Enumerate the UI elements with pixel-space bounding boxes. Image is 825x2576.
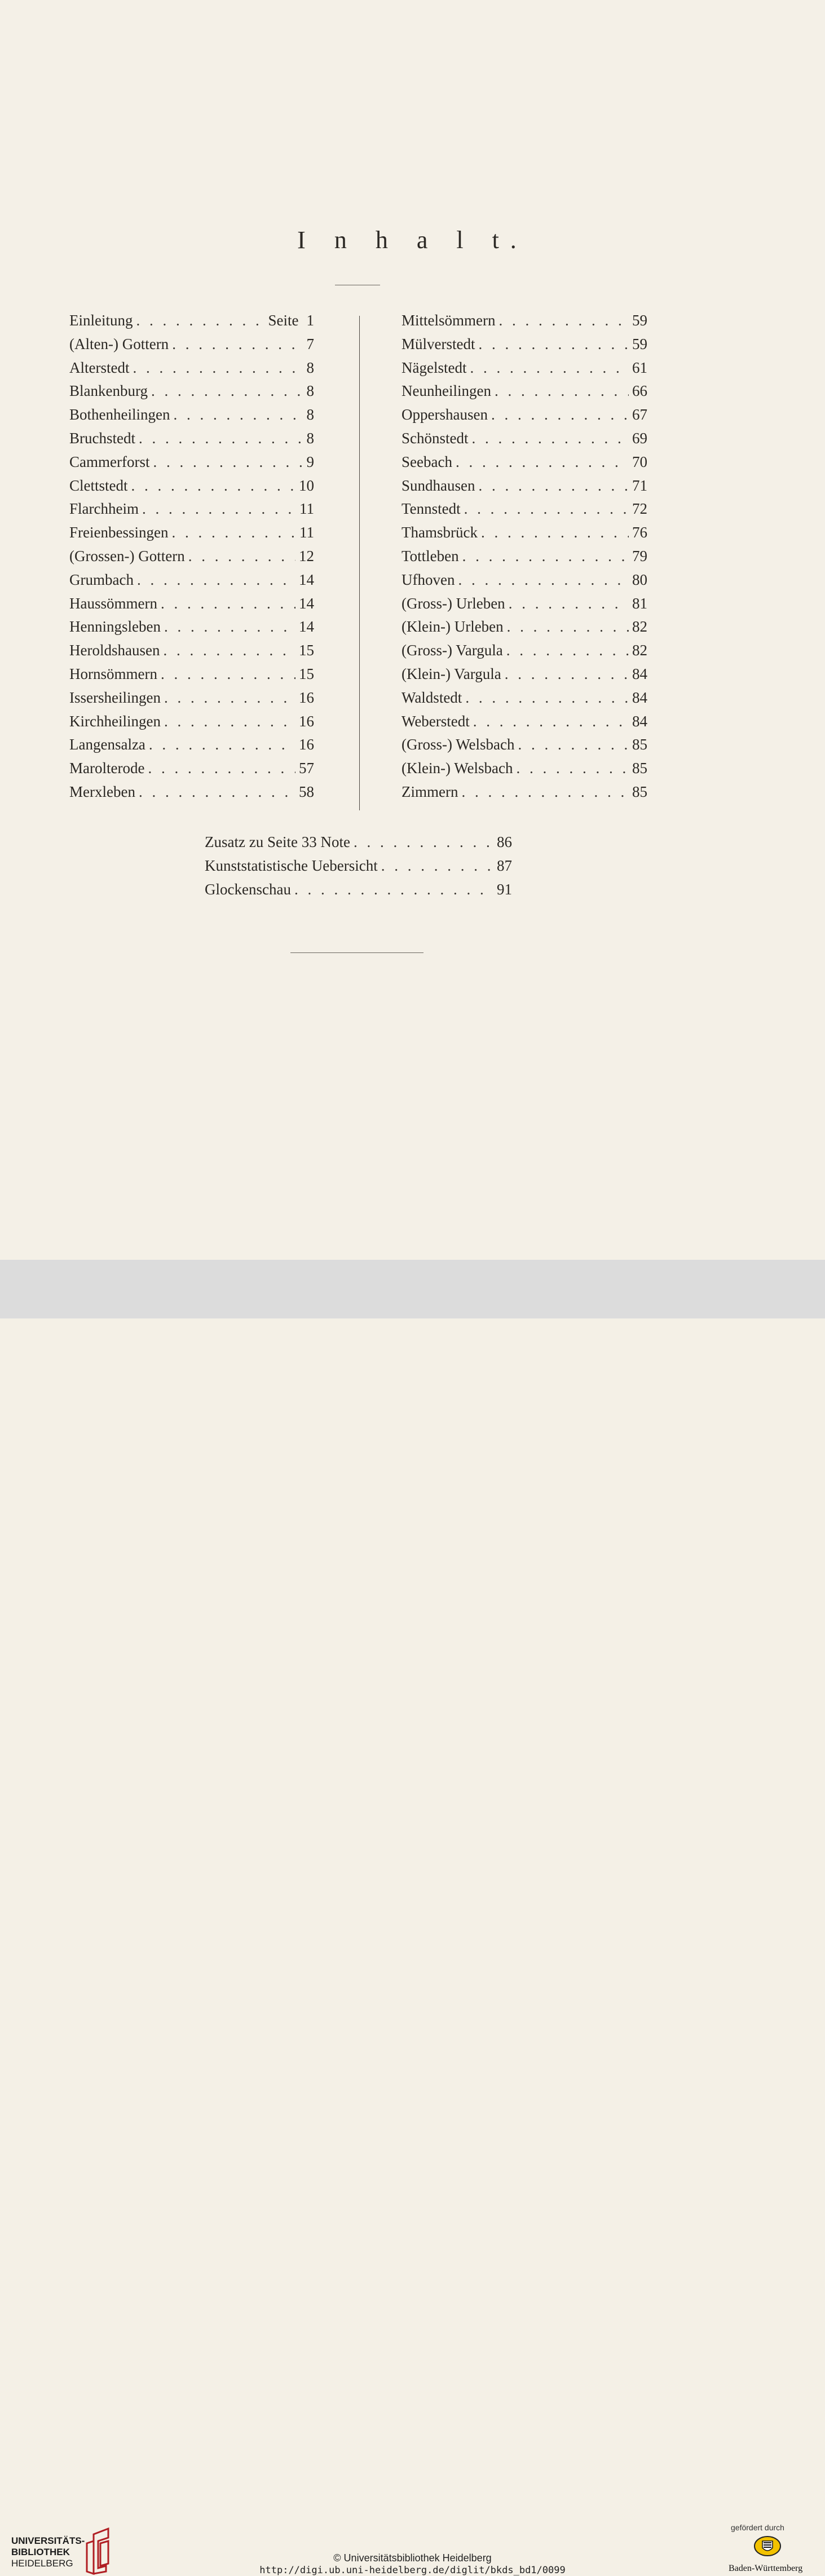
library-line-2: BIBLIOTHEK — [11, 2547, 70, 2557]
toc-entry[interactable] — [402, 592, 647, 616]
entry-page-number: 69 — [632, 429, 647, 447]
entry-page-number: 8 — [306, 382, 314, 400]
toc-entry[interactable] — [69, 333, 314, 356]
entry-title: Marolterode — [69, 760, 145, 777]
entry-title: Zimmern — [402, 783, 458, 800]
toc-entry[interactable] — [402, 451, 647, 474]
entry-page-number: 14 — [299, 618, 314, 636]
toc-entry[interactable] — [69, 592, 314, 616]
entry-title: Henningsleben — [69, 618, 161, 636]
entry-page-number: 79 — [632, 547, 647, 564]
dot-leader — [479, 474, 629, 498]
toc-entry[interactable] — [69, 639, 314, 663]
dot-leader — [161, 592, 295, 616]
entry-title: Tottleben — [402, 547, 459, 564]
entry-title: Freienbessingen — [69, 524, 169, 541]
seite-label: Seite — [268, 312, 299, 329]
dot-leader — [464, 497, 629, 521]
toc-entry[interactable] — [402, 309, 647, 333]
entry-title: Mülverstedt — [402, 335, 475, 352]
entry-page-number: 14 — [299, 571, 314, 588]
entry-page-number: 84 — [632, 665, 647, 682]
entry-title: Weberstedt — [402, 712, 470, 730]
dot-leader — [461, 780, 629, 804]
entry-title: Merxleben — [69, 783, 135, 800]
entry-page-number: 11 — [299, 500, 314, 518]
entry-title: Mittelsömmern — [402, 312, 496, 329]
entry-title: Kunststatistische Uebersicht — [205, 857, 378, 874]
toc-entry[interactable] — [69, 686, 314, 710]
dot-leader — [171, 521, 296, 545]
entry-title: Zusatz zu Seite 33 Note — [205, 833, 350, 850]
library-line-3: HEIDELBERG — [11, 2558, 73, 2569]
funded-by-label: gefördert durch — [731, 2523, 784, 2532]
dot-leader — [458, 568, 629, 592]
entry-title: (Alten-) Gottern — [69, 335, 169, 352]
toc-entry[interactable] — [69, 474, 314, 498]
toc-entry[interactable] — [402, 639, 647, 663]
entry-page-number: 16 — [299, 712, 314, 730]
toc-entry[interactable] — [69, 451, 314, 474]
entry-title: Alterstedt — [69, 359, 130, 376]
page-title: I n h a l t. — [297, 226, 528, 254]
entry-title: Thamsbrück — [402, 524, 478, 541]
entry-title: Kirchheilingen — [69, 712, 161, 730]
dot-leader — [149, 733, 295, 757]
entry-page-number: 7 — [306, 335, 314, 352]
baden-wuerttemberg-crest-icon — [753, 2535, 782, 2557]
entry-page-number: 59 — [632, 335, 647, 352]
entry-title: Bruchstedt — [69, 429, 135, 447]
toc-entry[interactable] — [402, 380, 647, 403]
entry-page-number: 84 — [632, 712, 647, 730]
entry-title: Bothenheilingen — [69, 406, 170, 424]
entry-page-number: 66 — [632, 382, 647, 400]
library-line-1: UNIVERSITÄTS- — [11, 2535, 85, 2546]
toc-entry[interactable] — [69, 403, 314, 427]
dot-leader — [136, 309, 264, 333]
dot-leader — [509, 592, 629, 616]
dot-leader — [456, 451, 629, 474]
entry-page-number: 15 — [299, 665, 314, 682]
entry-page-number: 72 — [632, 500, 647, 518]
toc-entry[interactable] — [402, 780, 647, 804]
entry-page-number: 71 — [632, 477, 647, 494]
toc-entry[interactable] — [69, 615, 314, 639]
entry-title: Tennstedt — [402, 500, 461, 518]
entry-title: Seebach — [402, 453, 452, 470]
dot-leader — [381, 854, 493, 878]
dot-leader — [164, 686, 295, 710]
entry-page-number: 1 — [306, 312, 314, 329]
entry-title: (Gross-) Vargula — [402, 642, 503, 659]
entry-page-number: 80 — [632, 571, 647, 588]
entry-title: Schönstedt — [402, 429, 469, 447]
entry-title: (Gross-) Welsbach — [402, 736, 515, 753]
dot-leader — [172, 333, 303, 356]
document-page — [0, 0, 825, 1260]
entry-page-number: 16 — [299, 689, 314, 706]
toc-entry[interactable] — [402, 757, 647, 780]
toc-entry[interactable] — [402, 568, 647, 592]
entry-page-number: 11 — [299, 524, 314, 541]
dot-leader — [139, 427, 303, 451]
dot-leader — [462, 545, 629, 568]
dot-leader — [495, 380, 629, 403]
entry-page-number: 61 — [632, 359, 647, 376]
dot-leader — [478, 333, 629, 356]
entry-page-number: 82 — [632, 642, 647, 659]
dot-leader — [151, 380, 303, 403]
entry-page-number: 85 — [632, 760, 647, 777]
entry-page-number: 57 — [299, 760, 314, 777]
entry-page-number: 12 — [299, 547, 314, 564]
dot-leader — [133, 356, 303, 380]
entry-title: Heroldshausen — [69, 642, 160, 659]
entry-page-number: 58 — [299, 783, 314, 800]
entry-title: Flarchheim — [69, 500, 139, 518]
entry-page-number: 15 — [299, 642, 314, 659]
entry-page-number: 10 — [299, 477, 314, 494]
toc-entry[interactable] — [69, 497, 314, 521]
end-rule — [290, 952, 423, 953]
dot-leader — [518, 733, 629, 757]
toc-supplements — [205, 831, 512, 901]
toc-entry[interactable] — [69, 780, 314, 804]
toc-entry[interactable] — [69, 521, 314, 545]
dot-leader — [161, 663, 295, 686]
entry-title: Haussömmern — [69, 594, 157, 612]
entry-title: Grumbach — [69, 571, 134, 588]
dot-leader — [491, 403, 629, 427]
toc-supplement-entry[interactable] — [205, 878, 512, 902]
dot-leader — [163, 639, 295, 663]
toc-entry[interactable] — [402, 474, 647, 498]
dot-leader — [465, 686, 629, 710]
entry-page-number: 84 — [632, 689, 647, 706]
toc-entry[interactable] — [69, 545, 314, 568]
source-url-link[interactable]: http://digi.ub.uni-heidelberg.de/diglit/bkds_bd1/0099 — [259, 2565, 566, 2576]
entry-title: (Klein-) Urleben — [402, 618, 504, 636]
entry-title: Clettstedt — [69, 477, 128, 494]
entry-title: (Grossen-) Gottern — [69, 547, 185, 564]
entry-title: Cammerforst — [69, 453, 150, 470]
entry-page-number: 16 — [299, 736, 314, 753]
dot-leader — [473, 710, 629, 734]
entry-page-number: 8 — [306, 359, 314, 376]
toc-entry[interactable] — [402, 710, 647, 734]
entry-page-number: 59 — [632, 312, 647, 329]
toc-entry[interactable] — [402, 663, 647, 686]
dot-leader — [148, 757, 295, 780]
toc-entry[interactable] — [402, 521, 647, 545]
entry-title: (Gross-) Urleben — [402, 594, 505, 612]
entry-title: (Klein-) Vargula — [402, 665, 501, 682]
entry-title: Waldstedt — [402, 689, 462, 706]
dot-leader — [142, 497, 296, 521]
toc-entry[interactable] — [402, 403, 647, 427]
toc-entry[interactable] — [69, 663, 314, 686]
entry-title: Hornsömmern — [69, 665, 157, 682]
dot-leader — [470, 356, 629, 380]
dot-leader — [506, 639, 629, 663]
toc-entry[interactable] — [69, 757, 314, 780]
toc-entry[interactable] — [402, 733, 647, 757]
toc-entry[interactable] — [402, 356, 647, 380]
toc-left-column — [69, 309, 314, 804]
entry-page-number: 85 — [632, 783, 647, 800]
toc-entry[interactable] — [69, 427, 314, 451]
dot-leader — [354, 831, 493, 854]
dot-leader — [505, 663, 629, 686]
entry-title: (Klein-) Welsbach — [402, 760, 513, 777]
entry-title: Langensalza — [69, 736, 145, 753]
dot-leader — [517, 757, 629, 780]
entry-page-number: 70 — [632, 453, 647, 470]
dot-leader — [153, 451, 303, 474]
toc-entry[interactable] — [402, 545, 647, 568]
entry-title: Oppershausen — [402, 406, 488, 424]
dot-leader — [164, 615, 295, 639]
column-divider — [359, 316, 360, 810]
toc-entry[interactable] — [402, 333, 647, 356]
entry-title: Issersheilingen — [69, 689, 161, 706]
toc-entry[interactable] — [402, 497, 647, 521]
entry-page-number: 8 — [306, 429, 314, 447]
entry-title: Glockenschau — [205, 880, 291, 898]
toc-supplement-entry[interactable] — [205, 854, 512, 878]
dot-leader — [507, 615, 629, 639]
dot-leader — [472, 427, 629, 451]
toc-entry[interactable] — [69, 733, 314, 757]
entry-page-number: 67 — [632, 406, 647, 424]
toc-entry[interactable] — [69, 309, 314, 333]
toc-entry[interactable] — [402, 615, 647, 639]
toc-entry[interactable] — [69, 710, 314, 734]
toc-entry[interactable] — [69, 568, 314, 592]
toc-entry[interactable] — [69, 356, 314, 380]
state-name: Baden-Württemberg — [729, 2564, 803, 2573]
entry-page-number: 91 — [497, 880, 512, 898]
entry-page-number: 81 — [632, 594, 647, 612]
copyright-notice: © Universitätsbibliothek Heidelberg — [333, 2552, 492, 2564]
entry-page-number: 9 — [306, 453, 314, 470]
dot-leader — [139, 780, 295, 804]
entry-title: Neunheilingen — [402, 382, 491, 400]
dot-leader — [498, 309, 629, 333]
entry-page-number: 85 — [632, 736, 647, 753]
entry-page-number: 87 — [497, 857, 512, 874]
entry-title: Blankenburg — [69, 382, 148, 400]
toc-entry[interactable] — [69, 380, 314, 403]
entry-title: Ufhoven — [402, 571, 455, 588]
footer-bar — [0, 1260, 825, 2576]
dot-leader — [188, 545, 295, 568]
dot-leader — [164, 710, 295, 734]
entry-title: Nägelstedt — [402, 359, 467, 376]
entry-title: Einleitung — [69, 312, 133, 329]
entry-page-number: 76 — [632, 524, 647, 541]
toc-entry[interactable] — [402, 427, 647, 451]
toc-supplement-entry[interactable] — [205, 831, 512, 854]
entry-title: Sundhausen — [402, 477, 475, 494]
dot-leader — [294, 878, 493, 902]
entry-page-number: 86 — [497, 833, 512, 850]
dot-leader — [131, 474, 296, 498]
toc-right-column — [402, 309, 647, 804]
dot-leader — [481, 521, 629, 545]
entry-page-number: 82 — [632, 618, 647, 636]
entry-page-number: 8 — [306, 406, 314, 424]
dot-leader — [137, 568, 295, 592]
entry-page-number: 14 — [299, 594, 314, 612]
toc-entry[interactable] — [402, 686, 647, 710]
dot-leader — [173, 403, 303, 427]
